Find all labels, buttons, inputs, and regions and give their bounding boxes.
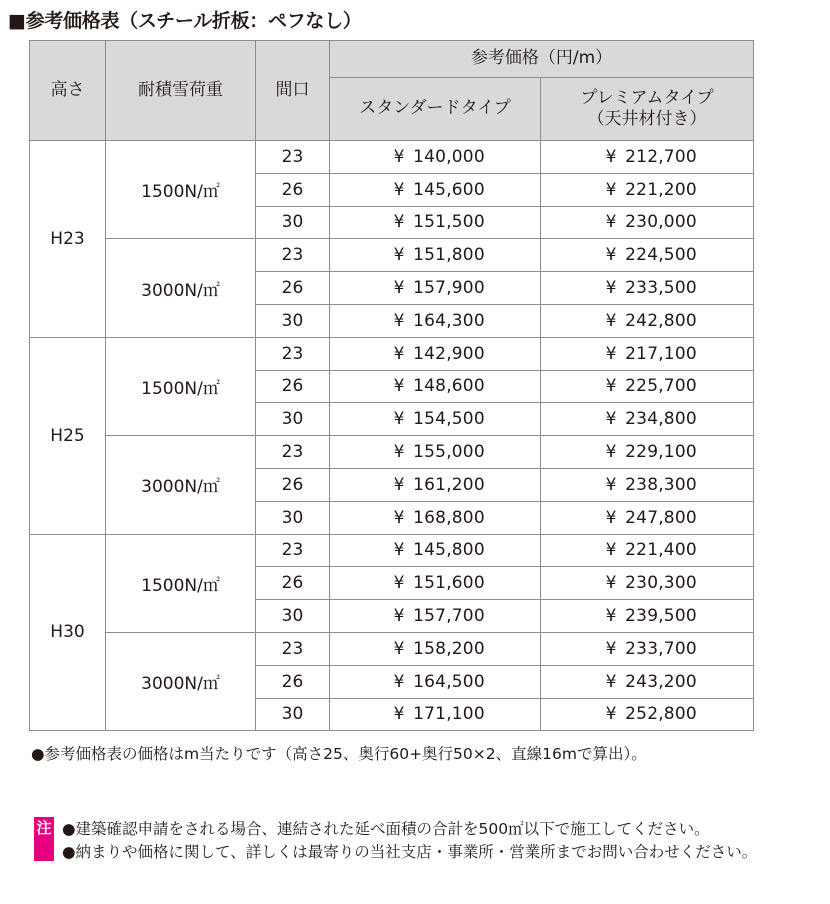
premium-price-value: 217,100 (625, 343, 697, 364)
yen-mark: ¥ (393, 540, 405, 561)
premium-price-cell (541, 567, 754, 600)
premium-price-value: 238,300 (625, 474, 697, 495)
yen-mark: ¥ (605, 179, 617, 200)
yen-mark: ¥ (393, 671, 405, 692)
standard-price-cell (330, 403, 541, 436)
header-snow-load: 耐積雪荷重 (106, 41, 256, 141)
yen-mark: ¥ (605, 245, 617, 266)
yen-mark: ¥ (393, 638, 405, 659)
yen-mark: ¥ (605, 146, 617, 167)
height-cell: H30 (30, 534, 106, 731)
yen-mark: ¥ (393, 278, 405, 299)
height-cell: H23 (30, 141, 106, 338)
premium-price-value: 252,800 (625, 704, 697, 725)
standard-price-cell (330, 370, 541, 403)
standard-price-value: 171,100 (413, 704, 485, 725)
yen-mark: ¥ (393, 310, 405, 331)
standard-price-value: 157,700 (413, 606, 485, 627)
yen-mark: ¥ (393, 343, 405, 364)
premium-price-value: 229,100 (625, 442, 697, 463)
standard-price-cell (330, 304, 541, 337)
standard-price-value: 161,200 (413, 474, 485, 495)
premium-price-value: 233,500 (625, 278, 697, 299)
yen-mark: ¥ (393, 442, 405, 463)
header-price-group: 参考価格（円/m） (330, 41, 754, 78)
header-premium-type (541, 78, 754, 141)
table-note: ●参考価格表の価格はm当たりです（高さ25、奥行60+奥行50×2、直線16mで算出）。 (31, 745, 647, 763)
price-table (29, 40, 754, 731)
width-cell: 30 (256, 698, 330, 731)
yen-mark: ¥ (393, 573, 405, 594)
standard-price-value: 140,000 (413, 146, 485, 167)
yen-mark: ¥ (605, 704, 617, 725)
standard-price-cell (330, 141, 541, 174)
standard-price-cell (330, 534, 541, 567)
yen-mark: ¥ (605, 540, 617, 561)
width-cell: 23 (256, 436, 330, 469)
premium-price-value: 225,700 (625, 376, 697, 397)
standard-price-value: 168,800 (413, 507, 485, 528)
premium-price-value: 212,700 (625, 146, 697, 167)
standard-price-cell (330, 468, 541, 501)
yen-mark: ¥ (605, 474, 617, 495)
table-row (30, 239, 754, 272)
premium-price-value: 221,200 (625, 179, 697, 200)
width-cell: 23 (256, 141, 330, 174)
premium-price-cell (541, 665, 754, 698)
premium-price-value: 221,400 (625, 540, 697, 561)
width-cell: 26 (256, 272, 330, 305)
table-row (30, 141, 754, 174)
notes-badge: 注 (34, 817, 54, 861)
premium-price-cell (541, 632, 754, 665)
header-premium-type-label: プレミアムタイプ （天井材付き） (580, 87, 714, 129)
table-row (30, 436, 754, 469)
premium-price-value: 247,800 (625, 507, 697, 528)
width-cell: 23 (256, 632, 330, 665)
note-line-1: ●建築確認申請をされる場合、連結された延べ面積の合計を500㎡以下で施工してください。 (62, 820, 710, 838)
standard-price-cell (330, 632, 541, 665)
premium-price-cell (541, 534, 754, 567)
snow-load-cell: 3000N/㎡ (106, 239, 256, 337)
standard-price-value: 142,900 (413, 343, 485, 364)
snow-load-cell: 3000N/㎡ (106, 436, 256, 534)
snow-load-cell: 1500N/㎡ (106, 337, 256, 435)
standard-price-value: 155,000 (413, 442, 485, 463)
premium-price-cell (541, 436, 754, 469)
standard-price-value: 157,900 (413, 278, 485, 299)
premium-price-cell (541, 206, 754, 239)
yen-mark: ¥ (393, 409, 405, 430)
table-row (30, 337, 754, 370)
premium-price-cell (541, 501, 754, 534)
yen-mark: ¥ (393, 507, 405, 528)
standard-price-value: 164,300 (413, 310, 485, 331)
standard-price-cell (330, 436, 541, 469)
premium-price-value: 234,800 (625, 409, 697, 430)
yen-mark: ¥ (393, 212, 405, 233)
premium-price-value: 242,800 (625, 310, 697, 331)
width-cell: 30 (256, 600, 330, 633)
width-cell: 30 (256, 304, 330, 337)
width-cell: 23 (256, 239, 330, 272)
yen-mark: ¥ (605, 507, 617, 528)
premium-price-value: 239,500 (625, 606, 697, 627)
standard-price-cell (330, 337, 541, 370)
standard-price-value: 151,800 (413, 245, 485, 266)
table-row (30, 632, 754, 665)
standard-price-value: 145,600 (413, 179, 485, 200)
yen-mark: ¥ (393, 376, 405, 397)
width-cell: 26 (256, 173, 330, 206)
standard-price-value: 145,800 (413, 540, 485, 561)
standard-price-cell (330, 600, 541, 633)
standard-price-cell (330, 272, 541, 305)
yen-mark: ¥ (393, 474, 405, 495)
snow-load-cell: 3000N/㎡ (106, 632, 256, 730)
snow-load-cell: 1500N/㎡ (106, 534, 256, 632)
width-cell: 26 (256, 468, 330, 501)
note-line-2: ●納まりや価格に関して、詳しくは最寄りの当社支店・事業所・営業所までお問い合わせください。 (62, 843, 758, 861)
standard-price-value: 151,600 (413, 573, 485, 594)
yen-mark: ¥ (605, 442, 617, 463)
standard-price-cell (330, 698, 541, 731)
table-row (30, 534, 754, 567)
premium-price-value: 224,500 (625, 245, 697, 266)
yen-mark: ¥ (605, 212, 617, 233)
yen-mark: ¥ (393, 704, 405, 725)
premium-price-cell (541, 239, 754, 272)
premium-price-cell (541, 141, 754, 174)
width-cell: 30 (256, 403, 330, 436)
width-cell: 26 (256, 567, 330, 600)
premium-price-cell (541, 337, 754, 370)
header-height: 高さ (30, 41, 106, 141)
standard-price-cell (330, 501, 541, 534)
yen-mark: ¥ (393, 146, 405, 167)
premium-price-value: 230,300 (625, 573, 697, 594)
standard-price-value: 154,500 (413, 409, 485, 430)
yen-mark: ¥ (393, 179, 405, 200)
yen-mark: ¥ (605, 409, 617, 430)
premium-price-cell (541, 370, 754, 403)
standard-price-value: 158,200 (413, 638, 485, 659)
price-table-body (30, 141, 754, 731)
premium-price-value: 243,200 (625, 671, 697, 692)
premium-price-cell (541, 698, 754, 731)
yen-mark: ¥ (605, 573, 617, 594)
width-cell: 23 (256, 534, 330, 567)
standard-price-value: 148,600 (413, 376, 485, 397)
page-title: ■参考価格表（スチール折板：ペフなし） (8, 10, 362, 32)
standard-price-cell (330, 206, 541, 239)
yen-mark: ¥ (605, 671, 617, 692)
premium-price-cell (541, 403, 754, 436)
premium-price-value: 233,700 (625, 638, 697, 659)
snow-load-cell: 1500N/㎡ (106, 141, 256, 239)
premium-price-value: 230,000 (625, 212, 697, 233)
yen-mark: ¥ (393, 245, 405, 266)
standard-price-cell (330, 239, 541, 272)
yen-mark: ¥ (393, 606, 405, 627)
yen-mark: ¥ (605, 606, 617, 627)
header-standard-type: スタンダードタイプ (330, 78, 541, 141)
standard-price-cell (330, 173, 541, 206)
premium-price-cell (541, 173, 754, 206)
standard-price-value: 151,500 (413, 212, 485, 233)
premium-price-cell (541, 600, 754, 633)
width-cell: 26 (256, 370, 330, 403)
premium-price-cell (541, 468, 754, 501)
width-cell: 26 (256, 665, 330, 698)
premium-price-cell (541, 304, 754, 337)
standard-price-cell (330, 567, 541, 600)
header-width: 間口 (256, 41, 330, 141)
yen-mark: ¥ (605, 278, 617, 299)
standard-price-cell (330, 665, 541, 698)
yen-mark: ¥ (605, 638, 617, 659)
standard-price-value: 164,500 (413, 671, 485, 692)
width-cell: 30 (256, 206, 330, 239)
height-cell: H25 (30, 337, 106, 534)
yen-mark: ¥ (605, 376, 617, 397)
premium-price-cell (541, 272, 754, 305)
width-cell: 23 (256, 337, 330, 370)
width-cell: 30 (256, 501, 330, 534)
yen-mark: ¥ (605, 310, 617, 331)
yen-mark: ¥ (605, 343, 617, 364)
